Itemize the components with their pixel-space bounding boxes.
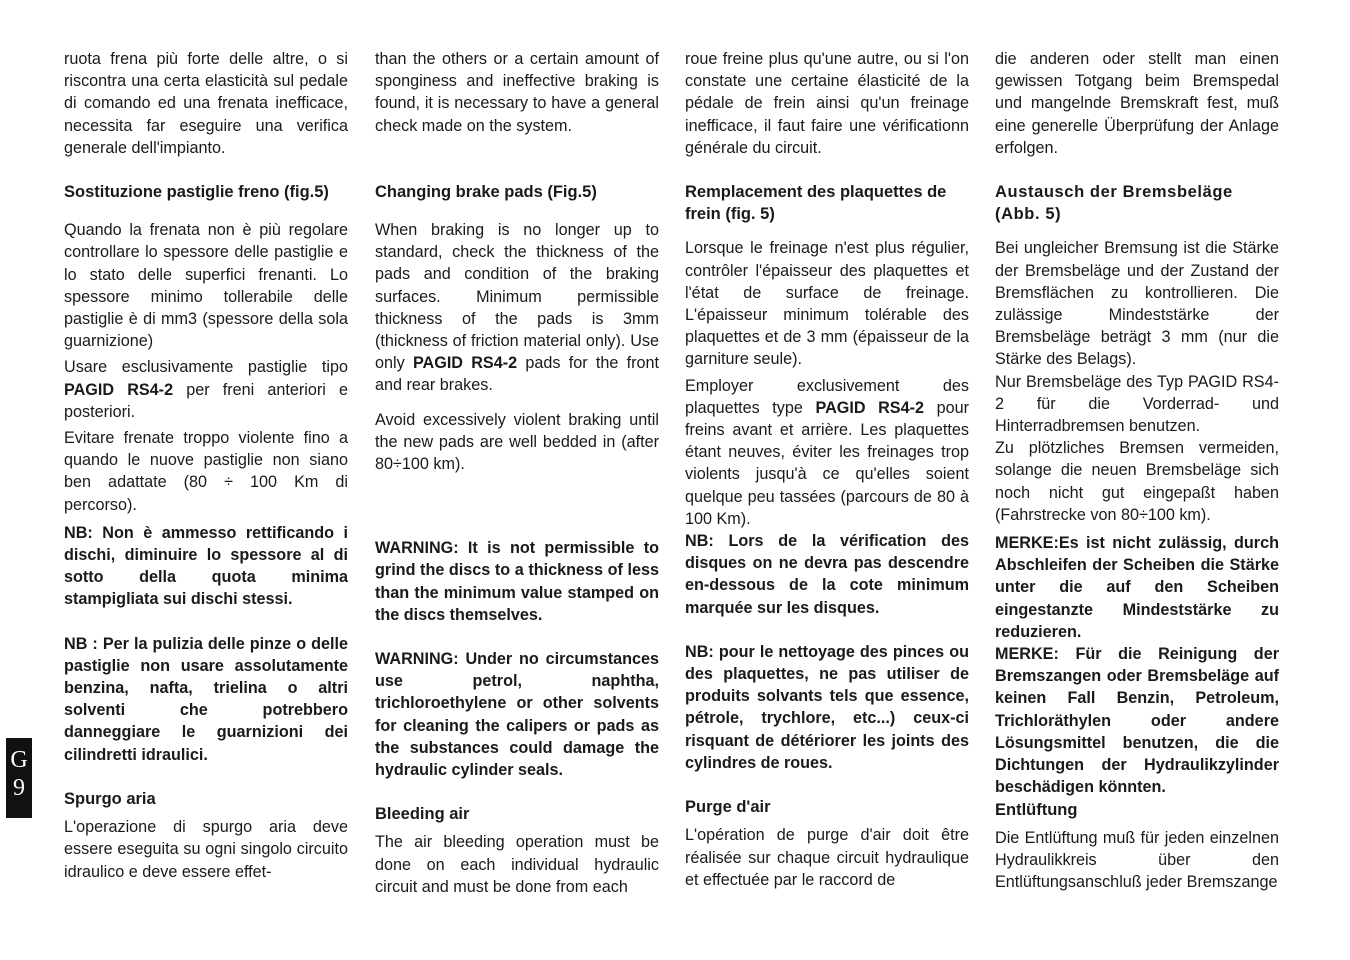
en-paragraph: The air bleeding operation must be done on each individual hydraulic circuit and must be done from each <box>375 833 659 896</box>
it-paragraph: L'operazione di spurgo aria deve essere eseguita su ogni singolo circuito idraulico e deve essere effet- <box>64 818 348 881</box>
it-pad-type: PAGID RS4-2 <box>64 380 174 399</box>
column-italian <box>64 48 348 883</box>
fr-pad-type: PAGID RS4-2 <box>815 398 924 417</box>
fr-note-cleaning: NB: pour le nettoyage des pinces ou des plaquettes, ne pas utiliser de produits solvants tels que essence, pétrole, trychlore, etc...) ceux-ci risquant de détériorer les joints des cylindres de roues. <box>685 642 969 772</box>
section-letter: G <box>10 747 28 773</box>
en-paragraph: Avoid excessively violent braking until the new pads are well bedded in (after 80÷100 km). <box>375 410 659 474</box>
de-paragraph: Die Entlüftung muß für jeden einzelnen Hydraulikkreis über den Entlüftungsanschluß jeder Bremszange <box>995 828 1279 892</box>
de-paragraph: Bei ungleicher Bremsung ist die Stärke der Bremsbeläge und der Zustand der Bremsflächen zu kontrollieren. Die zulässige Mindeststärke der Bremsbeläge beträgt 3 mm (nur die Stärke des Belags). <box>995 239 1279 369</box>
de-note-discs: MERKE:Es ist nicht zulässig, durch Abschleifen der Scheiben die Stärke unter die auf den Scheiben eingestanzte Mindeststärke zu reduzieren. <box>995 534 1279 641</box>
column-english <box>375 48 659 898</box>
de-heading-brake-pads: Austausch der Bremsbeläge (Abb. 5) <box>995 183 1233 224</box>
de-heading-bleeding: Entlüftung <box>995 800 1078 819</box>
de-paragraph: Nur Bremsbeläge des Typ PAGID RS4-2 für die Vorderrad- und Hinterradbremsen benutzen. <box>995 372 1279 436</box>
it-intro: ruota frena più forte delle altre, o si riscontra una certa elasticità sul pedale di comando ed una frenata inefficace, necessita far eseguire una verifica generale dell'impianto. <box>64 50 348 157</box>
en-warning-discs: WARNING: It is not permissible to grind the discs to a thickness of less than the minimum value stamped on the discs themselves. <box>375 539 659 624</box>
de-paragraph: Zu plötzliches Bremsen vermeiden, solange die neuen Bremsbeläge sich noch nicht gut eingepaßt haben (Fahrstrecke von 80÷100 km). <box>995 439 1279 524</box>
fr-note-discs: NB: Lors de la vérification des disques on ne devra pas descendre en-dessous de la cote minimum marquée sur les disques. <box>685 532 969 617</box>
it-paragraph: Usare esclusivamente pastiglie tipo PAGID RS4-2 per freni anteriori e posteriori. <box>64 358 348 421</box>
it-note-cleaning: NB : Per la pulizia delle pinze o delle pastiglie non usare assolutamente benzina, nafta, trielina o altri solventi che potrebbero danneggiare le guarnizioni dei cilindretti idraulici. <box>64 634 348 764</box>
section-tab <box>6 738 32 818</box>
en-warning-cleaning: WARNING: Under no circumstances use petrol, naphtha, trichloroethylene or other solvents for cleaning the calipers or pads as the substances could damage the hydraulic cylinder seals. <box>375 650 659 780</box>
en-intro: than the others or a certain amount of sponginess and ineffective braking is found, it is necessary to have a general check made on the system. <box>375 50 659 135</box>
en-paragraph: When braking is no longer up to standard, check the thickness of the pads and condition of the braking surfaces. Minimum permissible thickness of the pads is 3mm (thickness of friction material only). Use only PAGID RS4-2 pads for the front and rear brakes. <box>375 221 659 395</box>
fr-heading-bleeding: Purge d'air <box>685 798 771 817</box>
de-intro: die anderen oder stellt man einen gewissen Totgang beim Bremspedal und mangelnde Bremskraft fest, muß eine generelle Überprüfung der Anlage erfolgen. <box>995 50 1279 157</box>
en-pad-type: PAGID RS4-2 <box>412 354 518 373</box>
it-paragraph: Quando la frenata non è più regolare controllare lo spessore delle pastiglie e lo stato delle superfici frenanti. Lo spessore minimo tollerabile delle pastiglie è di mm3 (spessore della sola guarnizione) <box>64 221 348 351</box>
it-paragraph: Evitare frenate troppo violente fino a quando le nuove pastiglie non siano ben adattate (80 ÷ 100 Km di percorso). <box>64 429 348 514</box>
it-note-discs: NB: Non è ammesso rettificando i dischi, diminuire lo spessore al di sotto della quota minima stampigliata sui dischi stessi. <box>64 523 348 609</box>
fr-paragraph: Employer exclusivement des plaquettes type PAGID RS4-2 pour freins avant et arrière. Les plaquettes étant neuves, éviter les freinages trop violents jusqu'à ce qu'elles soient quelque peu tassées (parcours de 80 à 100 Km). <box>685 376 969 528</box>
it-heading-bleeding: Spurgo aria <box>64 789 156 808</box>
it-heading-brake-pads: Sostituzione pastiglie freno (fig.5) <box>64 183 329 202</box>
en-heading-brake-pads: Changing brake pads (Fig.5) <box>375 182 597 201</box>
en-heading-bleeding: Bleeding air <box>375 805 470 824</box>
fr-paragraph: Lorsque le freinage n'est plus régulier, contrôler l'épaisseur des plaquettes et l'état de surface de freinage. L'épaisseur minimum tolérable des plaquettes et de 3 mm (épaisseur de la garniture seule). <box>685 239 969 369</box>
de-note-cleaning: MERKE: Für die Reinigung der Bremszangen oder Bremsbeläge auf keinen Fall Benzin, Petroleum, Trichloräthylen oder andere Lösungsmittel benutzen, die die Dichtungen der Hydraulikzylinder beschädigen könnten. <box>995 645 1279 797</box>
page-number: 9 <box>13 775 25 801</box>
fr-intro: roue freine plus qu'une autre, ou si l'on constate une certaine élasticité de la pédale de frein ainsi qu'un freinage inefficace, il faut faire une vérificationn générale du circuit. <box>685 50 969 157</box>
fr-heading-brake-pads: Remplacement des plaquettes de frein (fig. 5) <box>685 183 947 224</box>
column-french <box>685 48 969 891</box>
fr-paragraph: L'opération de purge d'air doit être réalisée sur chaque circuit hydraulique et effectuée par le raccord de <box>685 826 969 889</box>
column-german <box>995 48 1279 893</box>
